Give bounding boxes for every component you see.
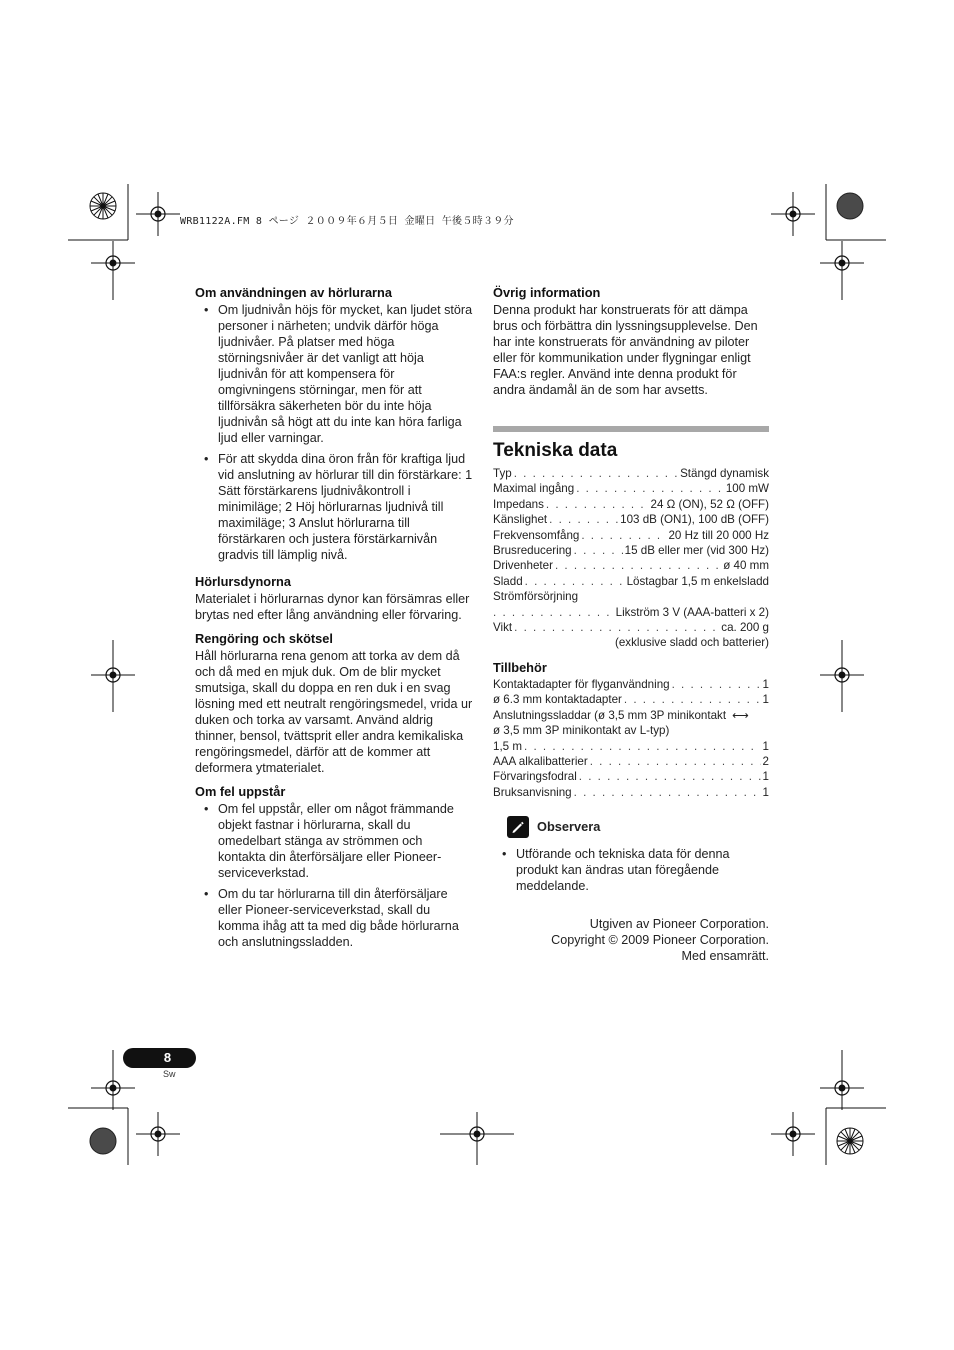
list-item: • Om ljudnivån höjs för mycket, kan ljudet störa personer i närheten; undvik därför höga ljudnivåer. På platser med höga störningsnivåer är det vanligt att höja ljudnivån för att kompensera för omgivningens störningar, men för att tillförsäkra säkerheten bör du inte höja ljudnivån så högt att du inte kan höra farliga ljud eller varningar. <box>195 302 473 446</box>
copyright-line: Copyright © 2009 Pioneer Corporation. <box>551 933 769 948</box>
table-row: Impedans . . . 24 Ω (ON), 52 Ω (OFF) <box>493 497 769 512</box>
table-row: Frekvensomfång . . . 20 Hz till 20 000 Hz <box>493 528 769 543</box>
list-item: • Utförande och tekniska data för denna produkt kan ändras utan föregående meddelande. <box>493 846 769 894</box>
other-info-text: Denna produkt har konstruerats för att dämpa brus och förbättra din lyssningsupplevelse. Den har inte konstruerats för användning av piloter eller för kommunikation under flygningar enligt FAA:s regler. Använd inte denna produkt för andra ändamål än de som har avsetts. <box>493 303 758 397</box>
cleaning-text: Håll hörlurarna rena genom att torka av dem då och då med en mjuk duk. Om de blir mycket smutsiga, skall du doppa en ren duk i en svag lösning med ett neutralt rengöringsmedel, vrida ur duken och torka av varsamt. Använd aldrig thinner, bensol, tvättsprit eller andra kemikaliska rengöringsmedel, därför att de kommer att deformera ytmaterialet. <box>195 649 473 775</box>
usage-heading: Om användningen av hörlurarna <box>195 285 392 300</box>
table-row: Typ . . . Stängd dynamisk <box>493 466 769 481</box>
list-item: AAA alkalibatterier . . . 2 <box>493 754 769 769</box>
cable-spec-line: ø 3,5 mm 3P minikontakt av L-typ) <box>493 724 670 738</box>
specs-table <box>493 466 769 651</box>
other-info-heading: Övrig information <box>493 285 601 300</box>
list-item: • Om du tar hörlurarna till din återförsäljare eller Pioneer-serviceverkstad, skall du komma ihåg att ta med dig både hörlurarna och anslutningssladden. <box>195 886 473 950</box>
list-item: Förvaringsfodral . . . 1 <box>493 769 769 784</box>
table-row: Maximal ingång . . . 100 mW <box>493 481 769 496</box>
table-row: . . . Likström 3 V (AAA-batteri x 2) <box>493 605 769 620</box>
double-arrow-icon: ⟷ <box>732 708 749 722</box>
page-number-badge: 8 <box>123 1048 196 1068</box>
list-item: Anslutningssladdar (ø 3,5 mm 3P minikontakt ⟷ <box>493 708 749 722</box>
crop-mark-top-right <box>771 184 886 300</box>
note-bullet-list <box>493 846 769 894</box>
specs-title: Tekniska data <box>493 440 618 461</box>
accessories-heading: Tillbehör <box>493 659 547 675</box>
left-column <box>195 285 473 955</box>
crop-mark-bottom-center <box>440 1112 514 1165</box>
rights-line: Med ensamrätt. <box>681 949 769 964</box>
list-item: ø 6.3 mm kontaktadapter . . . 1 <box>493 692 769 707</box>
list-item: • Om fel uppstår, eller om något främmande objekt fastnar i hörlurarna, skall du omedelbart stänga av strömmen och kontakta din återförsäljare eller Pioneer-serviceverkstad. <box>195 801 473 881</box>
table-row: Brusreducering . . . 15 dB eller mer (vid 300 Hz) <box>493 543 769 558</box>
note-title: Observera <box>537 819 601 835</box>
publisher-line: Utgiven av Pioneer Corporation. <box>589 917 769 932</box>
table-row: Känslighet . . . 103 dB (ON1), 100 dB (OFF) <box>493 512 769 527</box>
language-code: Sw <box>163 1069 176 1079</box>
crop-mark-bottom-right <box>771 1050 886 1165</box>
cleaning-heading: Rengöring och skötsel <box>195 631 333 646</box>
power-label: Strömförsörjning <box>493 590 579 604</box>
list-item: • För att skydda dina öron från för kraftiga ljud vid anslutning av hörlurar till din förstärkare: 1 Sätt förstärkarens ljudnivåkontroll i minimiläge; 2 Höj hörlurarnas ljudnivå till maximiläge; 3 Anslut hörlurarna till förstärkaren och justera förstärkarnivån gradvis till lämplig nivå. <box>195 451 473 563</box>
table-row: Drivenheter . . . ø 40 mm <box>493 558 769 573</box>
usage-bullet-list <box>195 302 473 563</box>
crop-mark-middle-right <box>820 640 864 712</box>
list-item: Bruksanvisning . . . 1 <box>493 785 769 800</box>
pencil-note-icon <box>507 816 529 838</box>
print-header-line: WRB1122A.FM 8 ページ ２００９年６月５日 金曜日 午後５時３９分 <box>180 216 514 227</box>
list-item: 1,5 m . . . 1 <box>493 739 769 754</box>
publisher-info <box>493 916 769 964</box>
earpads-text: Materialet i hörlurarnas dynor kan försämras eller brytas ned efter lång användning eller förvaring. <box>195 592 470 622</box>
weight-note: (exklusive sladd och batterier) <box>614 636 769 650</box>
crop-mark-middle-left <box>91 640 135 712</box>
table-row: Vikt . . . ca. 200 g <box>493 620 769 635</box>
earpads-heading: Hörlursdynorna <box>195 574 291 589</box>
crop-mark-top-left <box>68 184 180 300</box>
section-divider-bar <box>493 426 769 432</box>
accessories-list <box>493 677 769 800</box>
fault-bullet-list <box>195 801 473 950</box>
right-column <box>493 285 769 964</box>
list-item: Kontaktadapter för flyganvändning . . . 1 <box>493 677 769 692</box>
fault-heading: Om fel uppstår <box>195 784 286 799</box>
note-header <box>493 816 769 838</box>
table-row: Sladd . . . Löstagbar 1,5 m enkelsladd <box>493 574 769 589</box>
